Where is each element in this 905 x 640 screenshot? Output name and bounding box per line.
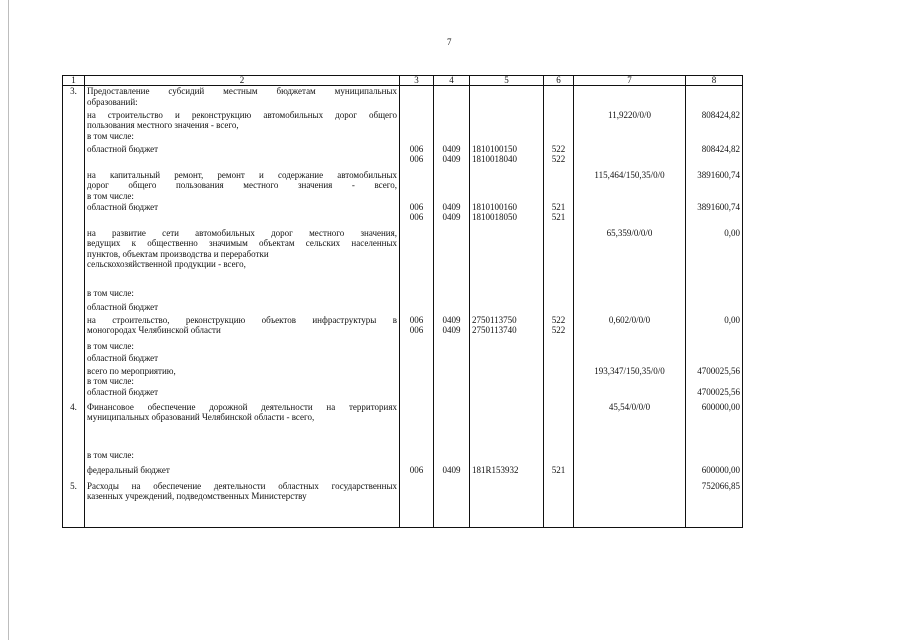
cell-line: в том числе:	[87, 449, 134, 460]
cell-item-number: 4.	[63, 402, 85, 450]
cell-code-type	[544, 228, 574, 288]
cell-item-number	[63, 170, 85, 202]
cell-description	[85, 110, 400, 144]
cell-code-type	[544, 315, 574, 341]
table-header-row	[63, 76, 743, 86]
cell-line: 0409	[442, 464, 461, 475]
cell-description	[85, 228, 400, 288]
cell-item-number	[63, 144, 85, 170]
cell-line: Финансовое обеспечение дорожной деятельности на территориях	[87, 401, 397, 412]
cell-description	[85, 202, 400, 228]
cell-code-type	[544, 144, 574, 170]
cell-item-number	[63, 110, 85, 144]
cell-item-number	[63, 288, 85, 302]
table-row	[63, 366, 743, 387]
cell-description	[85, 288, 400, 302]
cell-line: в том числе:	[87, 130, 134, 141]
cell-indicator	[574, 465, 686, 481]
cell-line: моногородах Челябинской области	[87, 325, 221, 335]
cell-code-target	[470, 465, 544, 481]
cell-description	[85, 450, 400, 465]
cell-description	[85, 315, 400, 341]
cell-code-ministry	[400, 402, 434, 450]
cell-description	[85, 353, 400, 366]
cell-description	[85, 465, 400, 481]
cell-indicator	[574, 144, 686, 170]
cell-line: 521	[551, 212, 566, 222]
cell-item-number	[63, 302, 85, 315]
cell-line: 115,464/150,35/0/0	[594, 169, 665, 180]
page-number: 7	[447, 37, 452, 47]
cell-code-target	[470, 402, 544, 450]
cell-amount	[686, 481, 743, 528]
cell-line: 193,347/150,35/0/0	[594, 365, 665, 376]
cell-indicator	[574, 202, 686, 228]
header-col-3: 3	[400, 76, 434, 86]
cell-item-number	[63, 353, 85, 366]
cell-line: дорог общего пользования местного значения - всего,	[87, 180, 397, 190]
table-row	[63, 110, 743, 144]
cell-indicator	[574, 353, 686, 366]
cell-code-type	[544, 202, 574, 228]
cell-line: областной бюджет	[87, 201, 159, 212]
cell-line: 0409	[442, 201, 461, 212]
cell-code-ministry	[400, 288, 434, 302]
cell-line: 181R153932	[472, 464, 519, 475]
cell-code-ministry	[400, 450, 434, 465]
header-col-7: 7	[574, 76, 686, 86]
table-row	[63, 144, 743, 170]
cell-line: 65,359/0/0/0	[606, 227, 653, 238]
cell-code-ministry	[400, 228, 434, 288]
cell-code-section	[434, 228, 470, 288]
header-col-1: 1	[63, 76, 85, 86]
cell-amount	[686, 315, 743, 341]
cell-item-number	[63, 341, 85, 353]
cell-code-section	[434, 110, 470, 144]
cell-line: областной бюджет	[87, 143, 159, 154]
cell-line: 3891600,74	[697, 169, 740, 180]
cell-amount	[686, 465, 743, 481]
cell-line: пользования местного значения - всего,	[87, 120, 239, 130]
cell-code-type	[544, 110, 574, 144]
cell-indicator	[574, 366, 686, 387]
cell-line: 808424,82	[701, 109, 740, 120]
cell-code-section	[434, 86, 470, 110]
cell-line: в том числе:	[87, 190, 134, 201]
cell-indicator	[574, 228, 686, 288]
cell-indicator	[574, 387, 686, 402]
cell-amount	[686, 402, 743, 450]
cell-code-target	[470, 341, 544, 353]
cell-indicator	[574, 315, 686, 341]
cell-code-target	[470, 481, 544, 528]
cell-line: в том числе:	[87, 340, 134, 351]
cell-line: 1810018040	[472, 154, 517, 164]
cell-item-number	[63, 465, 85, 481]
cell-code-target	[470, 387, 544, 402]
cell-indicator	[574, 170, 686, 202]
cell-line: на развитие сети автомобильных дорог местного значения,	[87, 227, 397, 238]
cell-line: 752066,85	[701, 480, 740, 491]
cell-code-type	[544, 481, 574, 528]
cell-line: 0409	[442, 212, 461, 222]
cell-amount	[686, 144, 743, 170]
cell-line: 45,54/0/0/0	[608, 401, 651, 412]
cell-code-target	[470, 170, 544, 202]
cell-description	[85, 366, 400, 387]
cell-line: на строительство, реконструкцию объектов инфраструктуры в	[87, 314, 397, 325]
cell-code-target	[470, 228, 544, 288]
cell-line: 0409	[442, 154, 461, 164]
cell-code-ministry	[400, 465, 434, 481]
cell-line: на строительство и реконструкцию автомобильных дорог общего	[87, 109, 397, 120]
cell-line: 1810100150	[472, 143, 517, 154]
cell-line: 3891600,74	[697, 201, 740, 212]
cell-code-section	[434, 302, 470, 315]
cell-line: 600000,00	[701, 464, 740, 475]
cell-code-type	[544, 353, 574, 366]
cell-line: всего по мероприятию,	[87, 365, 176, 376]
table-row	[63, 353, 743, 366]
cell-line: Предоставление субсидий местным бюджетам муниципальных	[87, 86, 397, 96]
cell-code-ministry	[400, 315, 434, 341]
header-col-2: 2	[85, 76, 400, 86]
cell-code-ministry	[400, 366, 434, 387]
cell-amount	[686, 288, 743, 302]
cell-code-target	[470, 86, 544, 110]
cell-code-target	[470, 315, 544, 341]
cell-code-target	[470, 450, 544, 465]
cell-code-section	[434, 465, 470, 481]
cell-code-type	[544, 450, 574, 465]
cell-code-ministry	[400, 202, 434, 228]
cell-line: 522	[551, 314, 566, 325]
cell-line: 006	[409, 325, 424, 335]
cell-amount	[686, 353, 743, 366]
cell-description	[85, 402, 400, 450]
header-col-8: 8	[686, 76, 743, 86]
cell-item-number: 5.	[63, 481, 85, 528]
cell-code-section	[434, 144, 470, 170]
cell-code-type	[544, 86, 574, 110]
cell-line: 521	[551, 464, 566, 475]
header-col-6: 6	[544, 76, 574, 86]
cell-line: сельскохозяйственной продукции - всего,	[87, 259, 246, 269]
cell-line: 0409	[442, 143, 461, 154]
cell-code-target	[470, 366, 544, 387]
cell-code-ministry	[400, 86, 434, 110]
table-row	[63, 86, 743, 110]
cell-code-ministry	[400, 170, 434, 202]
cell-line: 0,602/0/0/0	[608, 314, 651, 325]
cell-indicator	[574, 341, 686, 353]
cell-line: в том числе:	[87, 376, 134, 386]
cell-code-section	[434, 402, 470, 450]
cell-line: в том числе:	[87, 287, 134, 298]
cell-line: 522	[551, 143, 566, 154]
cell-line: 006	[409, 212, 424, 222]
cell-code-ministry	[400, 302, 434, 315]
cell-line: 006	[409, 314, 424, 325]
cell-line: 808424,82	[701, 143, 740, 154]
cell-item-number	[63, 202, 85, 228]
cell-item-number	[63, 315, 85, 341]
cell-item-number	[63, 228, 85, 288]
header-col-5: 5	[470, 76, 544, 86]
cell-amount	[686, 366, 743, 387]
cell-indicator	[574, 288, 686, 302]
cell-amount	[686, 450, 743, 465]
cell-line: Расходы на обеспечение деятельности областных государственных	[87, 480, 397, 491]
cell-line: ведущих к общественно значимым объектам сельских населенных	[87, 238, 397, 248]
cell-code-type	[544, 341, 574, 353]
cell-line: муниципальных образований Челябинской области - всего,	[87, 412, 315, 422]
table-row	[63, 341, 743, 353]
cell-code-section	[434, 353, 470, 366]
cell-code-section	[434, 481, 470, 528]
cell-code-section	[434, 170, 470, 202]
cell-line: 11,9220/0/0	[608, 109, 651, 120]
cell-code-type	[544, 402, 574, 450]
cell-amount	[686, 86, 743, 110]
cell-description	[85, 302, 400, 315]
table-row	[63, 302, 743, 315]
cell-code-section	[434, 387, 470, 402]
cell-line: 2750113750	[472, 314, 517, 325]
cell-code-type	[544, 288, 574, 302]
cell-code-target	[470, 302, 544, 315]
cell-code-target	[470, 353, 544, 366]
cell-code-target	[470, 288, 544, 302]
cell-line: 006	[409, 464, 424, 475]
cell-line: на капитальный ремонт, ремонт и содержание автомобильных	[87, 169, 397, 180]
cell-amount	[686, 170, 743, 202]
table-row	[63, 202, 743, 228]
cell-amount	[686, 302, 743, 315]
cell-indicator	[574, 402, 686, 450]
cell-line: 521	[551, 201, 566, 212]
cell-indicator	[574, 450, 686, 465]
cell-code-ministry	[400, 387, 434, 402]
table-row	[63, 402, 743, 450]
cell-code-section	[434, 315, 470, 341]
cell-line: 2750113740	[472, 325, 517, 335]
cell-line: 1810100160	[472, 201, 517, 212]
cell-code-section	[434, 288, 470, 302]
cell-code-ministry	[400, 110, 434, 144]
table-row	[63, 228, 743, 288]
cell-amount	[686, 341, 743, 353]
table-row	[63, 315, 743, 341]
cell-description	[85, 86, 400, 110]
cell-line: 0,00	[724, 227, 740, 238]
budget-table	[62, 75, 743, 528]
table-row	[63, 465, 743, 481]
cell-amount	[686, 202, 743, 228]
cell-code-section	[434, 341, 470, 353]
cell-code-type	[544, 302, 574, 315]
cell-indicator	[574, 86, 686, 110]
cell-amount	[686, 387, 743, 402]
scan-edge-line	[8, 0, 9, 640]
cell-code-target	[470, 144, 544, 170]
cell-line: пунктов, объектам производства и переработки	[87, 248, 269, 259]
cell-line: образований:	[87, 96, 138, 107]
cell-description	[85, 387, 400, 402]
cell-description	[85, 170, 400, 202]
cell-code-target	[470, 202, 544, 228]
cell-code-type	[544, 387, 574, 402]
cell-code-type	[544, 170, 574, 202]
cell-code-section	[434, 202, 470, 228]
cell-line: 4700025,56	[697, 365, 740, 376]
cell-code-ministry	[400, 481, 434, 528]
cell-line: областной бюджет	[87, 301, 159, 312]
cell-description	[85, 481, 400, 528]
cell-code-type	[544, 366, 574, 387]
header-col-4: 4	[434, 76, 470, 86]
table-row	[63, 481, 743, 528]
cell-item-number	[63, 387, 85, 402]
cell-item-number	[63, 366, 85, 387]
cell-line: 600000,00	[701, 401, 740, 412]
cell-indicator	[574, 481, 686, 528]
cell-line: 0409	[442, 314, 461, 325]
cell-line: 006	[409, 143, 424, 154]
table-row	[63, 450, 743, 465]
cell-line: областной бюджет	[87, 386, 159, 397]
cell-indicator	[574, 302, 686, 315]
cell-line: 0409	[442, 325, 461, 335]
cell-line: 006	[409, 201, 424, 212]
cell-line: 522	[551, 325, 566, 335]
cell-line: 4700025,56	[697, 386, 740, 397]
cell-code-target	[470, 110, 544, 144]
table-row	[63, 288, 743, 302]
cell-indicator	[574, 110, 686, 144]
cell-code-ministry	[400, 144, 434, 170]
cell-code-section	[434, 450, 470, 465]
cell-item-number: 3.	[63, 86, 85, 110]
cell-description	[85, 341, 400, 353]
cell-description	[85, 144, 400, 170]
table-row	[63, 387, 743, 402]
cell-code-section	[434, 366, 470, 387]
cell-code-type	[544, 465, 574, 481]
cell-line: 1810018050	[472, 212, 517, 222]
cell-item-number	[63, 450, 85, 465]
cell-amount	[686, 110, 743, 144]
cell-line: казенных учреждений, подведомственных Министерству	[87, 491, 307, 501]
cell-line: 006	[409, 154, 424, 164]
cell-line: 522	[551, 154, 566, 164]
cell-line: федеральный бюджет	[87, 464, 170, 475]
table-row	[63, 170, 743, 202]
cell-code-ministry	[400, 353, 434, 366]
cell-amount	[686, 228, 743, 288]
cell-line: 0,00	[724, 314, 740, 325]
cell-line: областной бюджет	[87, 352, 159, 363]
cell-code-ministry	[400, 341, 434, 353]
